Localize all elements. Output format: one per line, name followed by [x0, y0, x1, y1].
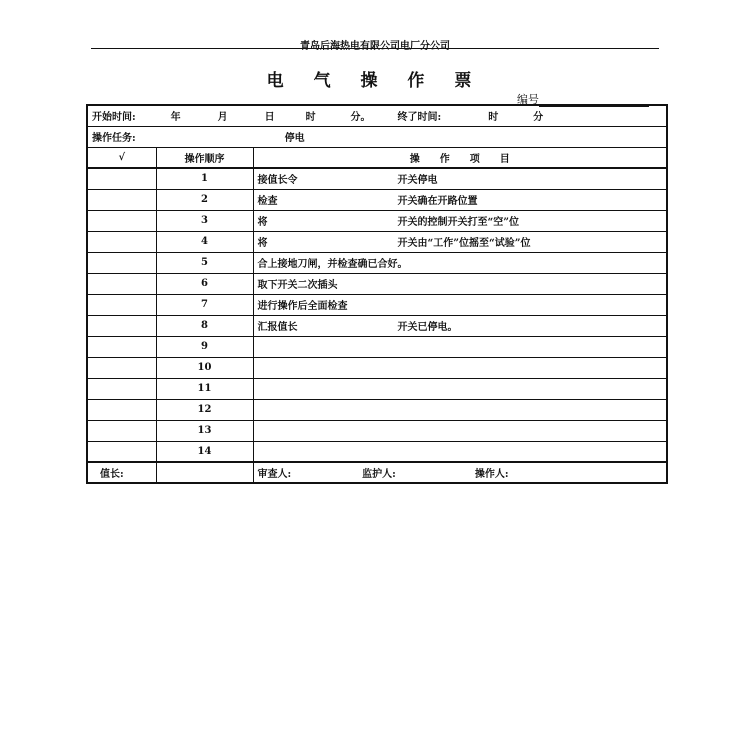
operation-ticket-table [86, 104, 668, 484]
step-number: 9 [156, 336, 253, 357]
task-cell [87, 126, 667, 147]
step-detail: 开关的控制开关打至“空”位 [397, 217, 520, 228]
guardian-label: 监护人: [362, 469, 396, 480]
table-row [87, 336, 667, 357]
item-column-header: 操 作 项 目 [253, 147, 667, 168]
table-row [87, 294, 667, 315]
step-number: 7 [156, 294, 253, 315]
ticket-number-label: 编号 [517, 93, 539, 106]
step-rows [87, 168, 667, 462]
start-year: 年 [170, 112, 181, 124]
step-check-cell[interactable] [87, 441, 156, 462]
task-value: 停电 [284, 133, 305, 144]
step-text: 进行操作后全面检查 [257, 301, 348, 312]
table-row [87, 252, 667, 273]
step-text: 取下开关二次插头 [257, 280, 338, 291]
table-row [87, 315, 667, 336]
step-number: 2 [156, 189, 253, 210]
step-number: 13 [156, 420, 253, 441]
step-check-cell[interactable] [87, 399, 156, 420]
table-row [87, 189, 667, 210]
start-day: 日 [264, 112, 275, 124]
shift-leader-field[interactable] [156, 462, 253, 483]
column-header-row [87, 147, 667, 168]
table-row [87, 357, 667, 378]
time-cell [87, 105, 667, 126]
step-number: 6 [156, 273, 253, 294]
check-column-header: √ [87, 147, 156, 168]
table-row [87, 273, 667, 294]
step-check-cell[interactable] [87, 294, 156, 315]
step-detail: 开关已停电。 [397, 322, 458, 333]
table-row [87, 168, 667, 189]
start-time-label: 开始时间: [92, 112, 136, 124]
end-hour: 时 [488, 112, 499, 124]
step-item-cell [253, 273, 667, 294]
task-label: 操作任务: [92, 133, 136, 144]
step-item-cell [253, 441, 667, 462]
table-row [87, 378, 667, 399]
step-item-cell [253, 378, 667, 399]
step-number: 14 [156, 441, 253, 462]
step-text: 将 [257, 217, 268, 228]
step-text: 接值长令 [257, 175, 298, 187]
step-number: 3 [156, 210, 253, 231]
step-number: 12 [156, 399, 253, 420]
step-item-cell [253, 399, 667, 420]
step-text: 合上接地刀闸，并检查确已合好。 [257, 259, 408, 270]
step-check-cell[interactable] [87, 420, 156, 441]
step-text: 汇报值长 [257, 322, 298, 333]
step-check-cell[interactable] [87, 336, 156, 357]
operator-label: 操作人: [474, 469, 509, 480]
reviewer-label: 审查人: [257, 469, 292, 480]
step-item-cell [253, 189, 667, 210]
step-item-cell [253, 231, 667, 252]
step-text: 将 [257, 238, 268, 249]
order-column-header: 操作顺序 [156, 147, 253, 168]
step-detail: 开关确在开路位置 [397, 196, 478, 207]
step-item-cell [253, 420, 667, 441]
step-check-cell[interactable] [87, 315, 156, 336]
company-name: 青岛后海热电有限公司电厂分公司 [300, 41, 450, 52]
step-check-cell[interactable] [87, 210, 156, 231]
step-check-cell[interactable] [87, 231, 156, 252]
step-check-cell[interactable] [87, 252, 156, 273]
time-row [87, 105, 667, 126]
step-check-cell[interactable] [87, 378, 156, 399]
step-check-cell[interactable] [87, 273, 156, 294]
step-check-cell[interactable] [87, 357, 156, 378]
step-number: 8 [156, 315, 253, 336]
step-number: 5 [156, 252, 253, 273]
table-row [87, 231, 667, 252]
table-row [87, 210, 667, 231]
step-item-cell [253, 252, 667, 273]
step-text: 检查 [257, 196, 278, 207]
signature-cell [253, 462, 667, 483]
end-minute: 分 [533, 112, 544, 124]
step-item-cell [253, 336, 667, 357]
table-row [87, 420, 667, 441]
step-number: 10 [156, 357, 253, 378]
step-number: 11 [156, 378, 253, 399]
table-row [87, 399, 667, 420]
step-detail: 开关停电 [397, 175, 438, 187]
ticket-title: 电 气 操 作 票 [266, 71, 484, 91]
step-item-cell [253, 315, 667, 336]
step-number: 4 [156, 231, 253, 252]
end-time-label: 终了时间: [397, 112, 442, 124]
table-row [87, 441, 667, 462]
step-detail: 开关由“工作”位摇至“试验”位 [397, 238, 531, 249]
step-item-cell [253, 294, 667, 315]
start-hour: 时 [305, 112, 316, 124]
start-minute: 分。 [350, 112, 371, 124]
step-number: 1 [156, 168, 253, 189]
step-item-cell [253, 357, 667, 378]
header-rule [91, 48, 659, 49]
step-check-cell[interactable] [87, 168, 156, 189]
signature-row [87, 462, 667, 483]
step-check-cell[interactable] [87, 189, 156, 210]
start-month: 月 [217, 112, 228, 124]
task-row [87, 126, 667, 147]
step-item-cell [253, 210, 667, 231]
shift-leader-label: 值长: [87, 462, 156, 483]
step-item-cell [253, 168, 667, 189]
